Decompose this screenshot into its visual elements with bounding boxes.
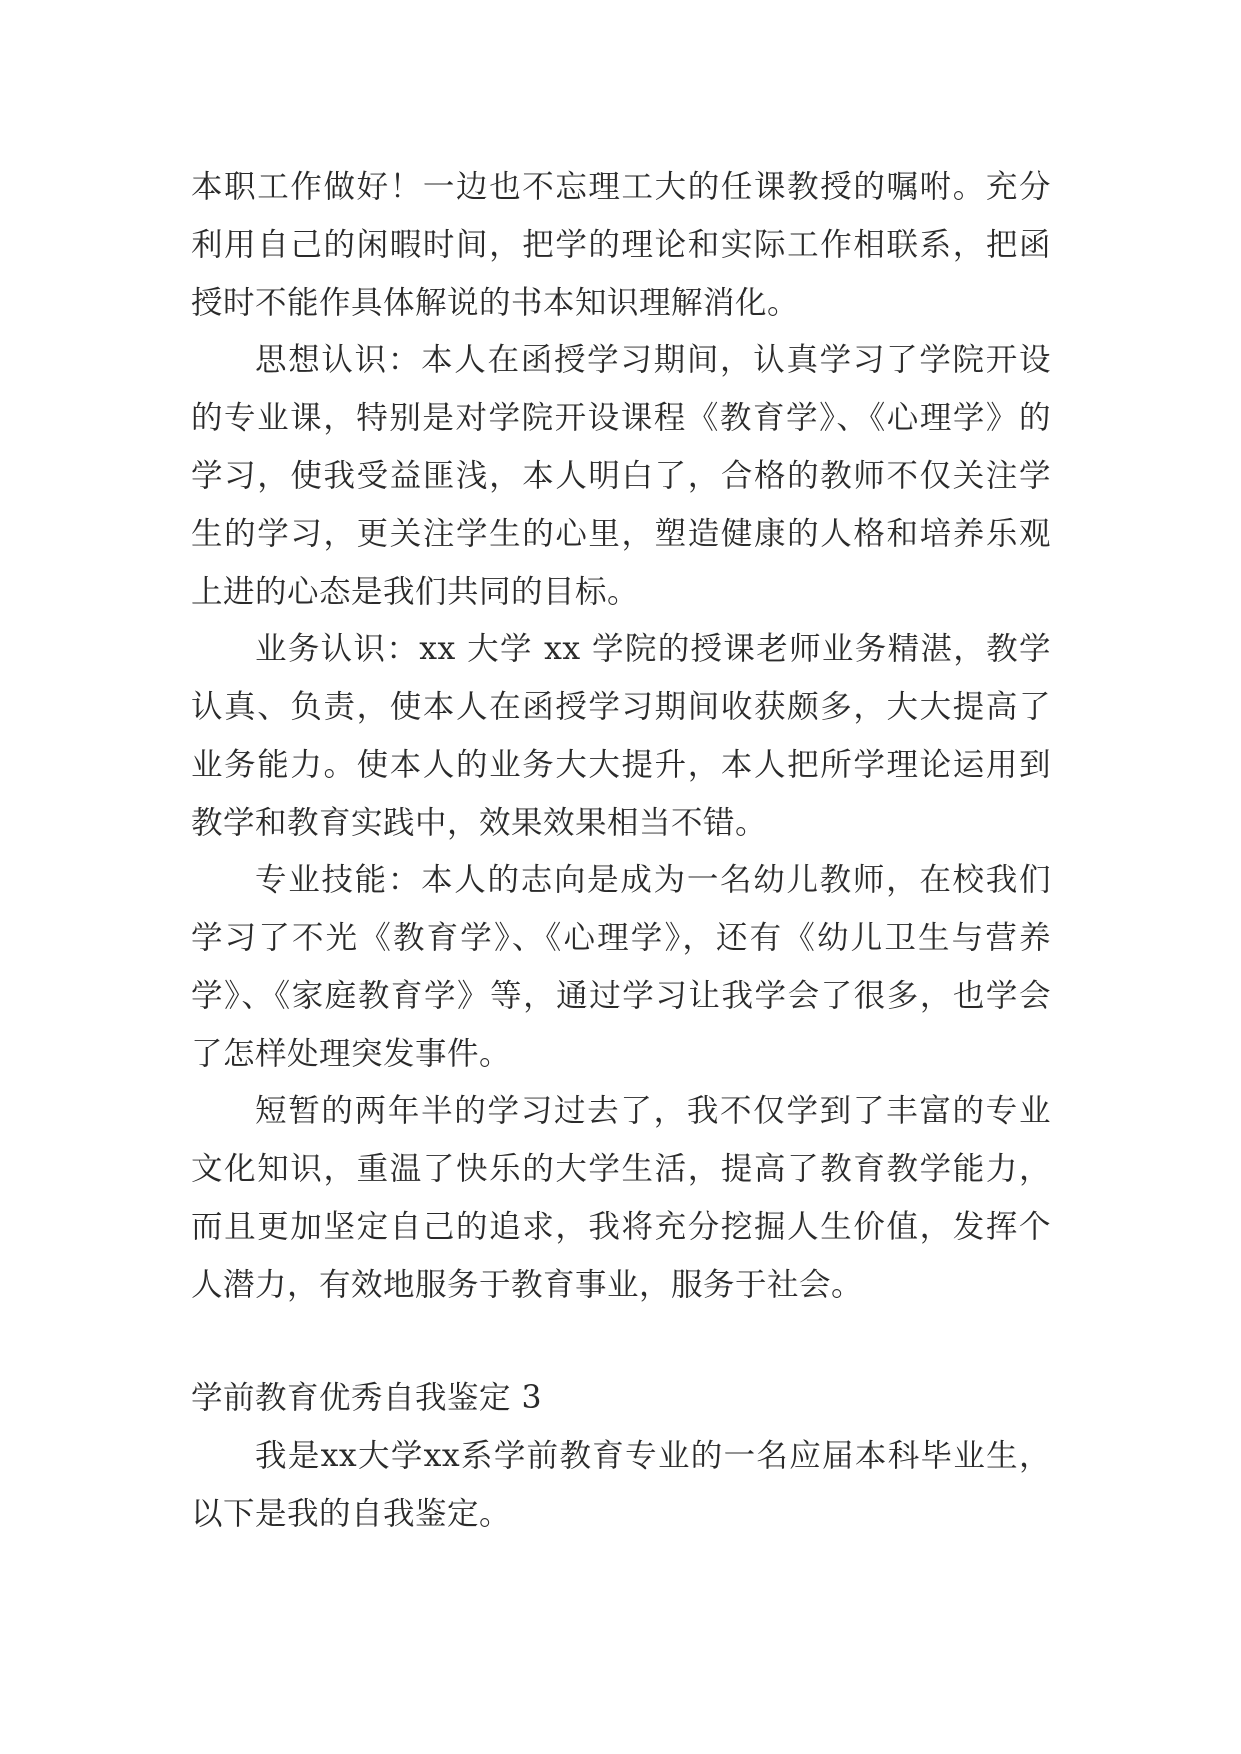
paragraph-line: 学习了不光《教育学》、《心理学》，还有《幼儿卫生与营养	[191, 920, 1051, 956]
paragraph-line: 短暂的两年半的学习过去了，我不仅学到了丰富的专业	[255, 1093, 1051, 1129]
paragraph-intro	[191, 1427, 1051, 1543]
paragraph-line: 生的学习，更关注学生的心里，塑造健康的人格和培养乐观	[191, 516, 1051, 552]
paragraph-line: 的专业课，特别是对学院开设课程《教育学》、《心理学》的	[191, 400, 1051, 436]
paragraph-thought	[191, 331, 1051, 621]
paragraph-line: 认真、负责，使本人在函授学习期间收获颇多，大大提高了	[191, 689, 1051, 725]
paragraph-line: 授时不能作具体解说的书本知识理解消化。	[191, 285, 800, 321]
paragraph-line: 思想认识：本人在函授学习期间，认真学习了学院开设	[255, 342, 1051, 378]
paragraph-business	[191, 620, 1051, 852]
paragraph-line: 上进的心态是我们共同的目标。	[191, 574, 640, 610]
paragraph-skills	[191, 851, 1051, 1083]
paragraph-line: 我是xx大学xx系学前教育专业的一名应届本科毕业生，	[255, 1438, 1051, 1474]
paragraph-line: 本职工作做好！一边也不忘理工大的任课教授的嘱咐。充分	[191, 169, 1051, 205]
paragraph-line: 人潜力，有效地服务于教育事业，服务于社会。	[191, 1267, 864, 1303]
paragraph-line: 学》、《家庭教育学》等，通过学习让我学会了很多，也学会	[191, 978, 1051, 1014]
paragraph-line: 专业技能：本人的志向是成为一名幼儿教师，在校我们	[255, 862, 1051, 898]
paragraph-line: 而且更加坚定自己的追求，我将充分挖掘人生价值，发挥个	[191, 1209, 1051, 1245]
paragraph-line: 利用自己的闲暇时间，把学的理论和实际工作相联系，把函	[191, 227, 1051, 263]
paragraph-line: 教学和教育实践中，效果效果相当不错。	[191, 805, 768, 841]
paragraph-continuation	[191, 158, 1051, 332]
paragraph-line: 文化知识，重温了快乐的大学生活，提高了教育教学能力，	[191, 1151, 1051, 1187]
paragraph-line: 业务认识：xx 大学 xx 学院的授课老师业务精湛，教学	[255, 631, 1051, 667]
paragraph-line: 了怎样处理突发事件。	[191, 1036, 512, 1072]
paragraph-line: 学习，使我受益匪浅，本人明白了，合格的教师不仅关注学	[191, 458, 1051, 494]
section-heading: 学前教育优秀自我鉴定 3	[191, 1380, 543, 1416]
paragraph-summary	[191, 1082, 1051, 1314]
paragraph-line: 业务能力。使本人的业务大大提升，本人把所学理论运用到	[191, 747, 1051, 783]
paragraph-line: 以下是我的自我鉴定。	[191, 1496, 512, 1532]
